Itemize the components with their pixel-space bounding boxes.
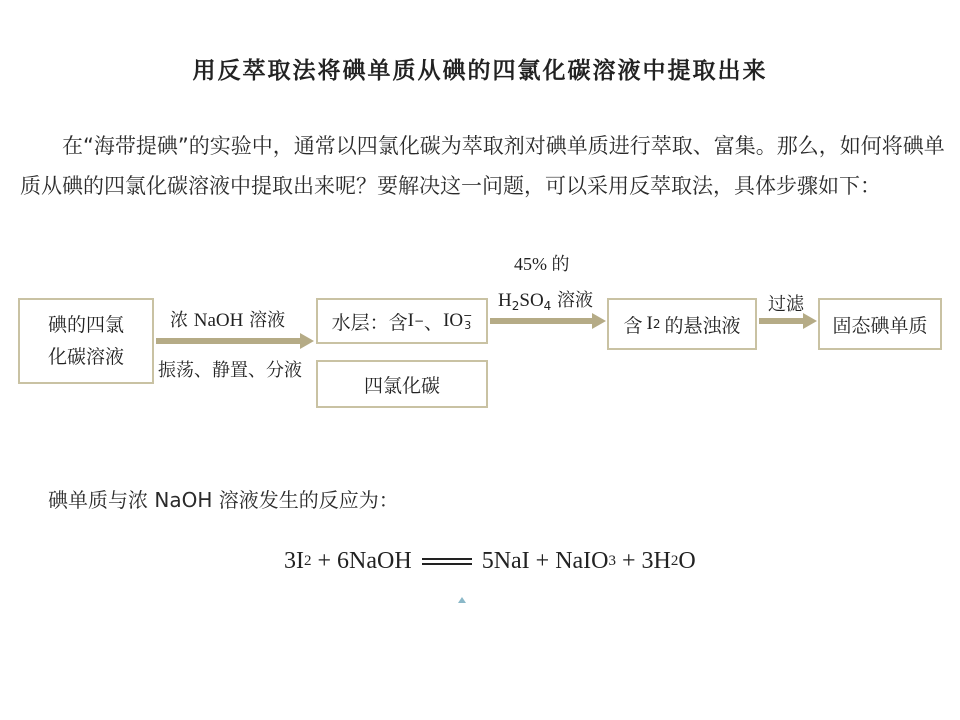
arrow1-shaft — [156, 338, 300, 344]
box-aqueous-layer — [316, 298, 488, 344]
box2-ion1: I — [407, 310, 414, 331]
box2-ion2: IO — [443, 310, 464, 331]
arrow2-reagent-label: $H_2SO_4$ 溶液 — [498, 290, 594, 313]
box1-line1: 碘的四氯 — [47, 314, 124, 336]
box2-ion2-scripts: − 3 — [463, 309, 473, 332]
box-solid-iodine: 固态碘单质 — [818, 298, 942, 350]
intro-paragraph: 在“海带提碘”的实验中，通常以四氯化碳为萃取剂对碘单质进行萃取、富集。那么，如何将碘单质从碘的四氯化碳溶液中提取出来呢？要解决这一问题，可以采用反萃取法，具体步骤如下： — [20, 134, 945, 198]
page-title: 用反萃取法将碘单质从碘的四氯化碳溶液中提取出来 — [192, 58, 768, 84]
arrow1-top-label: 浓 NaOH 溶液 — [170, 310, 286, 331]
box-iodine-ccl4-solution — [18, 298, 154, 384]
arrow3-top-label: 过滤 — [768, 294, 804, 315]
small-triangle-marker — [458, 597, 466, 603]
arrow3-shaft — [759, 318, 803, 324]
reaction-intro: 碘单质与浓 NaOH 溶液发生的反应为： — [48, 488, 399, 512]
equals-sign — [422, 558, 472, 565]
box-ccl4: 四氯化碳 — [316, 360, 488, 408]
arrow1-head — [300, 333, 314, 349]
box2-ion1-charge: − — [413, 314, 425, 328]
arrow2-head — [592, 313, 606, 329]
box-suspension: 含 I 2 的悬浊液 — [607, 298, 757, 350]
box2-sep: 、 — [424, 311, 444, 334]
arrow2-shaft — [490, 318, 592, 324]
arrow3-head — [803, 313, 817, 329]
arrow1-bottom-label: 振荡、静置、分液 — [158, 360, 302, 381]
box2-prefix: 水层：含 — [331, 311, 408, 334]
arrow2-top-label: 45% 的 — [514, 254, 570, 274]
chemical-equation: 3I 2 + 6NaOH 5NaI + NaIO 3 + 3H 2 O — [284, 548, 696, 574]
box1-line2: 化碳溶液 — [47, 346, 124, 368]
